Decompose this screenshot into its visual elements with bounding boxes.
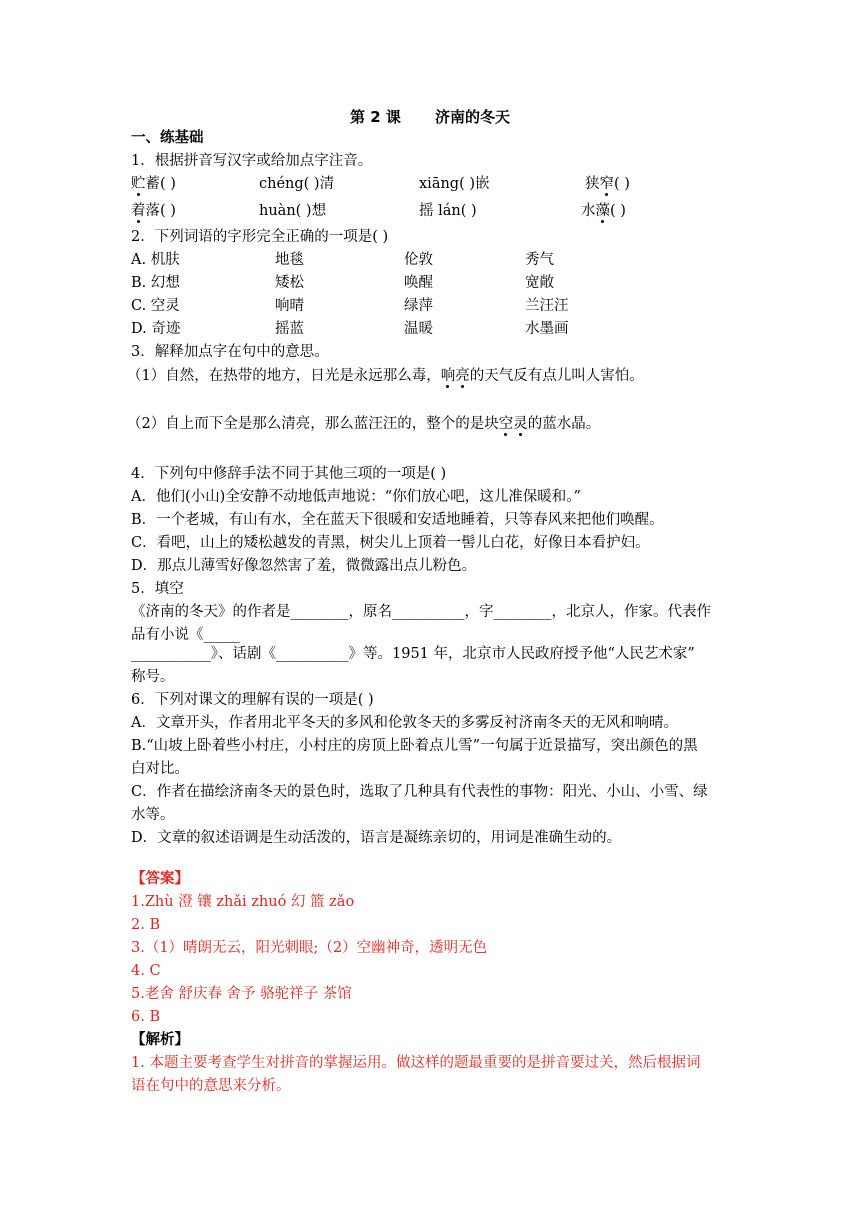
q4-option-b: B．一个老城，有山有水，全在蓝天下很暖和安适地睡着，只等春风来把他们唤醒。 [131, 512, 664, 528]
answer-1: 1.Zhù 澄 镶 zhǎi zhuó 幻 篮 zǎo [131, 894, 355, 910]
answer-heading: 【答案】 [131, 871, 189, 887]
question-3-stem: 3．解释加点字在句中的意思。 [131, 344, 329, 360]
lesson-title [0, 106, 860, 127]
q2-option-b-4: 宽敞 [525, 275, 554, 291]
answer-3: 3.（1）晴朗无云，阳光刺眼;（2）空幽神奇，透明无色 [131, 940, 488, 956]
q2-option-b-3: 唤醒 [404, 275, 433, 291]
dotted-char: 亮 [455, 368, 470, 384]
q2-option-d-2: 摇蓝 [275, 321, 304, 337]
q1-item-3: xiāng( )嵌 [419, 176, 490, 192]
q4-option-a: A．他们(小山)全安静不动地低声地说：“你们放心吧，这儿准保暖和。” [131, 489, 581, 505]
question-4-stem: 4．下列句中修辞手法不同于其他三项的一项是( ) [131, 466, 447, 482]
q4-option-c: C．看吧，山上的矮松越发的青黑，树尖儿上顶着一髻儿白花，好像日本看护妇。 [131, 535, 650, 551]
q6-line-a: A．文章开头，作者用北平冬天的多风和伦敦冬天的多雾反衬济南冬天的无风和响晴。 [131, 715, 678, 731]
question-1-stem: 1．根据拼音写汉字或给加点字注音。 [131, 153, 373, 169]
q2-option-c-2: 响晴 [275, 298, 304, 314]
answer-5: 5.老舍 舒庆春 舍予 骆驼祥子 茶馆 [131, 986, 352, 1002]
dotted-char: 贮 [131, 176, 146, 192]
dotted-char: 窄 [599, 176, 614, 192]
q5-line-1: 《济南的冬天》的作者是________，原名__________，字________，北京人，作家。代表作 [131, 604, 711, 620]
q1-item-1: 贮蓄( ) [131, 176, 176, 192]
q6-line-d: D．文章的叙述语调是生动活泼的，语言是凝练亲切的，用词是准确生动的。 [131, 830, 622, 846]
q2-option-a-1: A. 机肤 [131, 252, 180, 268]
analysis-line-2: 语在句中的意思来分析。 [131, 1078, 291, 1094]
q2-option-c-1: C. 空灵 [131, 298, 180, 314]
q1-item-2: chéng( )清 [259, 176, 335, 192]
q6-line-b1: B.“山坡上卧着些小村庄，小村庄的房顶上卧着点儿雪”一句属于近景描写，突出颜色的黑 [131, 738, 698, 754]
answer-4: 4. C [131, 963, 161, 979]
analysis-line-1: 1. 本题主要考查学生对拼音的掌握运用。做这样的题最重要的是拼音要过关，然后根据词 [131, 1055, 701, 1071]
q2-option-b-1: B. 幻想 [131, 275, 180, 291]
section-heading: 一、练基础 [131, 130, 204, 146]
q4-option-d: D．那点儿薄雪好像忽然害了羞，微微露出点儿粉色。 [131, 558, 477, 574]
dotted-char: 响 [440, 368, 456, 384]
q5-line-3: ___________》、话剧《__________》等。1951 年，北京市人民政府授予他“人民艺术家” [131, 646, 695, 662]
q3-s1-part-d: 的天气反有点儿叫人害怕。 [469, 368, 644, 384]
q6-line-b2: 白对比。 [131, 761, 189, 777]
dotted-char: 藻 [595, 203, 610, 219]
q2-option-d-1: D. 奇迹 [131, 321, 181, 337]
q2-option-c-3: 绿萍 [404, 298, 433, 314]
q2-option-c-4: 兰汪汪 [525, 298, 569, 314]
q1-item-7: 摇 lán( ) [419, 203, 477, 219]
question-5-stem: 5．填空 [131, 581, 184, 597]
q2-option-b-2: 矮松 [275, 275, 304, 291]
q3-s2-part-a: （2）自上而下全是那么清亮，那么蓝汪汪的，整个的是块 [127, 416, 499, 432]
q2-option-a-4: 秀气 [525, 252, 554, 268]
q3-sentence-2 [127, 414, 600, 434]
lesson-name: 济南的冬天 [434, 108, 510, 126]
q1-item-5: 着落( ) [131, 203, 176, 219]
answer-6: 6. B [131, 1009, 161, 1025]
dotted-char: 灵 [513, 416, 528, 432]
q5-line-4: 称号。 [131, 669, 175, 685]
q3-s2-part-d: 的蓝水晶。 [527, 416, 601, 432]
q1-item-6: huàn( )想 [259, 203, 327, 219]
question-2-stem: 2．下列词语的字形完全正确的一项是( ) [131, 229, 389, 245]
q1-item-4: 狭窄( ) [585, 176, 630, 192]
lesson-number: 第 2 课 [350, 108, 401, 126]
q3-s1-part-a: （1）自然，在热带的地方，日光是永远那么毒， [127, 368, 441, 384]
q6-line-c1: C．作者在描绘济南冬天的景色时，选取了几种具有代表性的事物：阳光、小山、小雪、绿 [131, 784, 708, 800]
dotted-char: 着 [131, 203, 146, 219]
q1-item-8: 水藻( ) [581, 203, 626, 219]
q2-option-d-4: 水墨画 [525, 321, 569, 337]
q5-line-2: 品有小说《_____ [131, 627, 240, 643]
q2-option-a-3: 伦敦 [404, 252, 433, 268]
question-6-stem: 6．下列对课文的理解有误的一项是( ) [131, 692, 374, 708]
q3-sentence-1 [127, 366, 644, 386]
analysis-heading: 【解析】 [131, 1032, 189, 1048]
dotted-char: 空 [498, 416, 514, 432]
q2-option-a-2: 地毯 [275, 252, 304, 268]
q6-line-c2: 水等。 [131, 807, 175, 823]
q2-option-d-3: 温暖 [404, 321, 433, 337]
answer-2: 2. B [131, 917, 161, 933]
